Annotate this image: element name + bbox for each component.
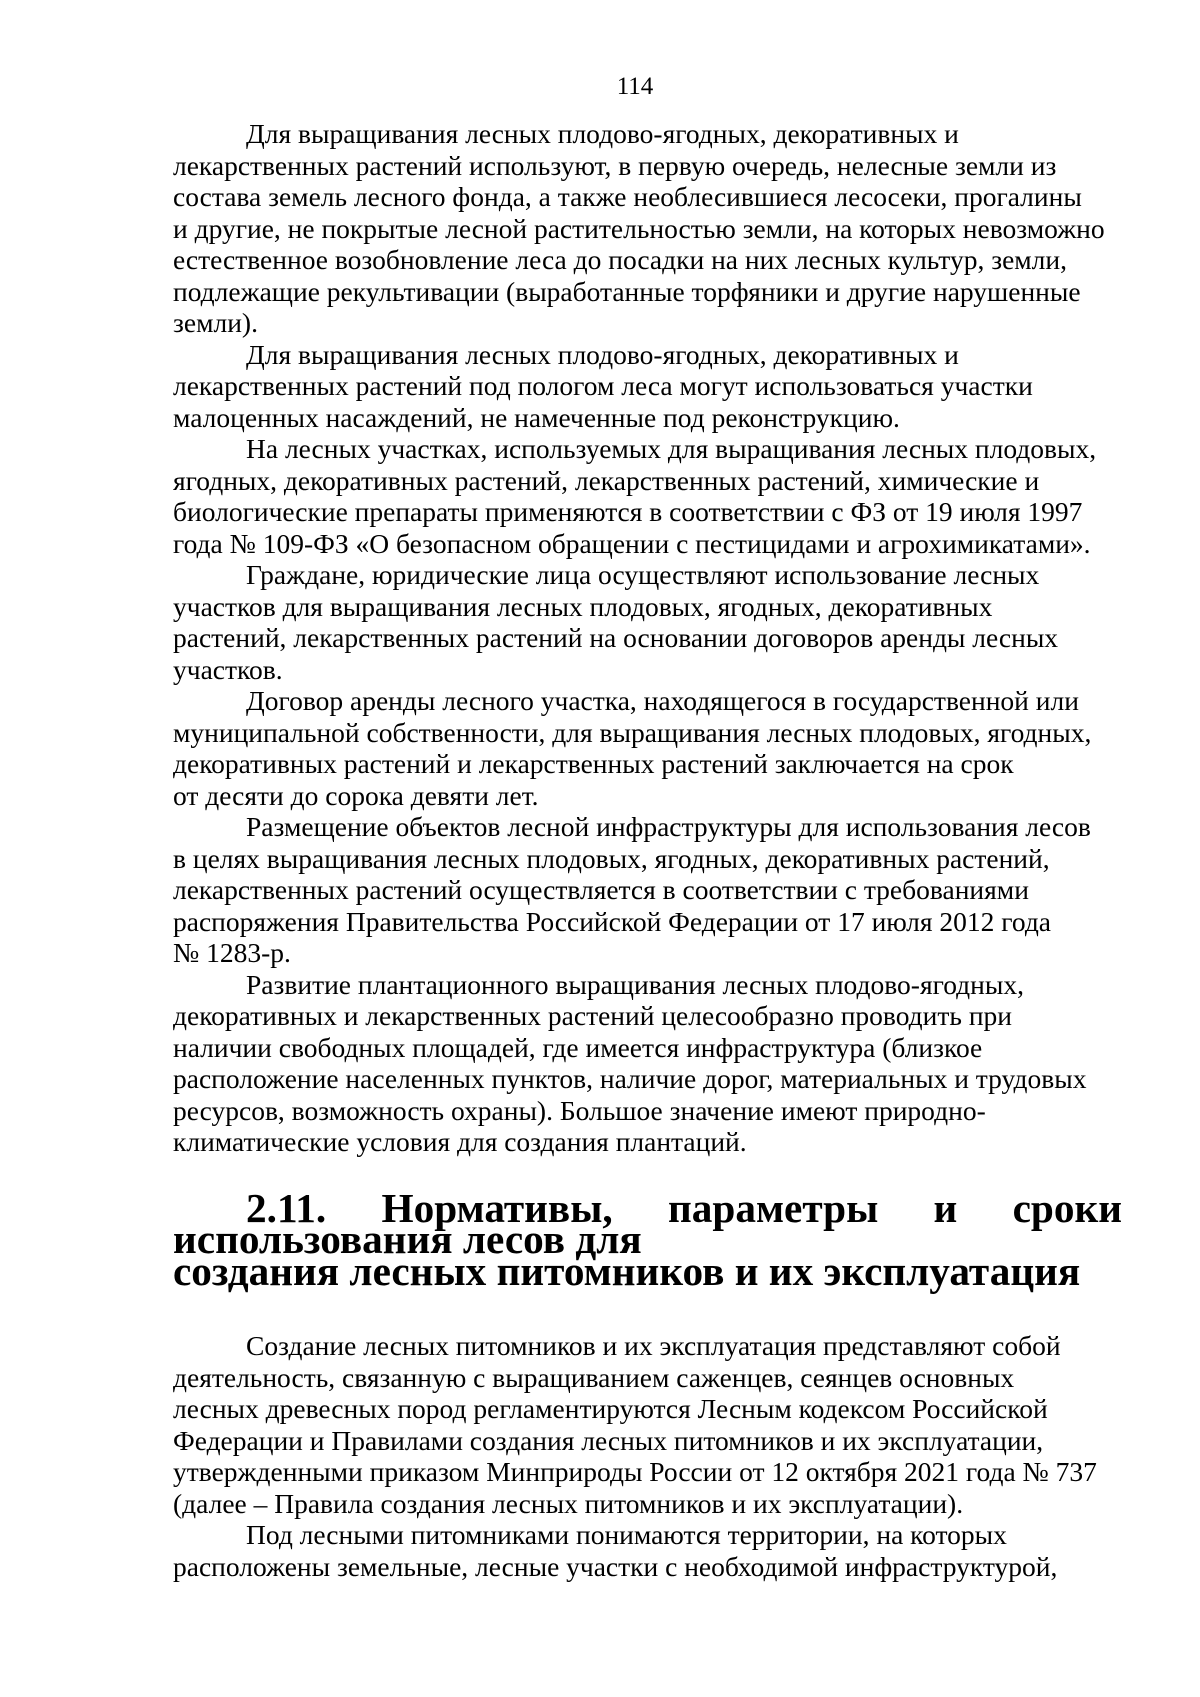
section-heading: 2.11. Нормативы, параметры и сроки использования лесов для создания лесных питомников и их эксплуатация [173, 1184, 1122, 1294]
paragraph: Договор аренды лесного участка, находящегося в государственной или муниципальной собственности, для выращивания лесных плодовых, ягодных, декоративных растений и лекарственных растений заключается на срок от десяти до сорока девяти лет. [173, 685, 1092, 811]
paragraph: Под лесными питомниками понимаются территории, на которых расположены земельные, лесные участки с необходимой инфраструктурой, [173, 1519, 1058, 1582]
paragraph: Развитие плантационного выращивания лесных плодово-ягодных, декоративных и лекарственных растений целесообразно проводить при наличии свободных площадей, где имеется инфраструктура (близкое расположение населенных пунктов, наличие дорог, материальных и трудовых ресурсов, возможность охраны). Большое значение имеют природно- климатические условия для создания плантаций. [173, 968, 1087, 1157]
paragraph: Для выращивания лесных плодово-ягодных, декоративных и лекарственных растений под пологом леса могут использоваться участки малоценных насаждений, не намеченные под реконструкцию. [173, 338, 1033, 433]
paragraph: Создание лесных питомников и их эксплуатация представляют собой деятельность, связанную с выращиванием саженцев, сеянцев основных лесных древесных пород регламентируются Лесным кодексом Российской Федерации и Правилами создания лесных питомников и их эксплуатации, утвержденными приказом Минприроды России от 12 октября 2021 года № 737 (далее – Правила создания лесных питомников и их эксплуатации). [173, 1330, 1097, 1519]
paragraph: Для выращивания лесных плодово-ягодных, декоративных и лекарственных растений используют, в первую очередь, нелесные земли из состава земель лесного фонда, а также необлесившиеся лесосеки, прогалины и другие, не покрытые лесной растительностью земли, на которых невозможно естественное возобновление леса до посадки на них лесных культур, земли, подлежащие рекультивации (выработанные торфяники и другие нарушенные земли). [173, 118, 1105, 338]
paragraph: Граждане, юридические лица осуществляют использование лесных участков для выращивания лесных плодовых, ягодных, декоративных растений, лекарственных растений на основании договоров аренды лесных участков. [173, 559, 1059, 685]
page-number: 114 [616, 73, 654, 100]
document-body [173, 118, 1122, 1582]
paragraph: На лесных участках, используемых для выращивания лесных плодовых, ягодных, декоративных растений, лекарственных растений, химические и биологические препараты применяются в соответствии с ФЗ от 19 июля 1997 года № 109-ФЗ «О безопасном обращении с пестицидами и агрохимикатами». [173, 433, 1097, 559]
paragraph: Размещение объектов лесной инфраструктуры для использования лесов в целях выращивания лесных плодовых, ягодных, декоративных растений, лекарственных растений осуществляется в соответствии с требованиями распоряжения Правительства Российской Федерации от 17 июля 2012 года № 1283-р. [173, 811, 1091, 968]
